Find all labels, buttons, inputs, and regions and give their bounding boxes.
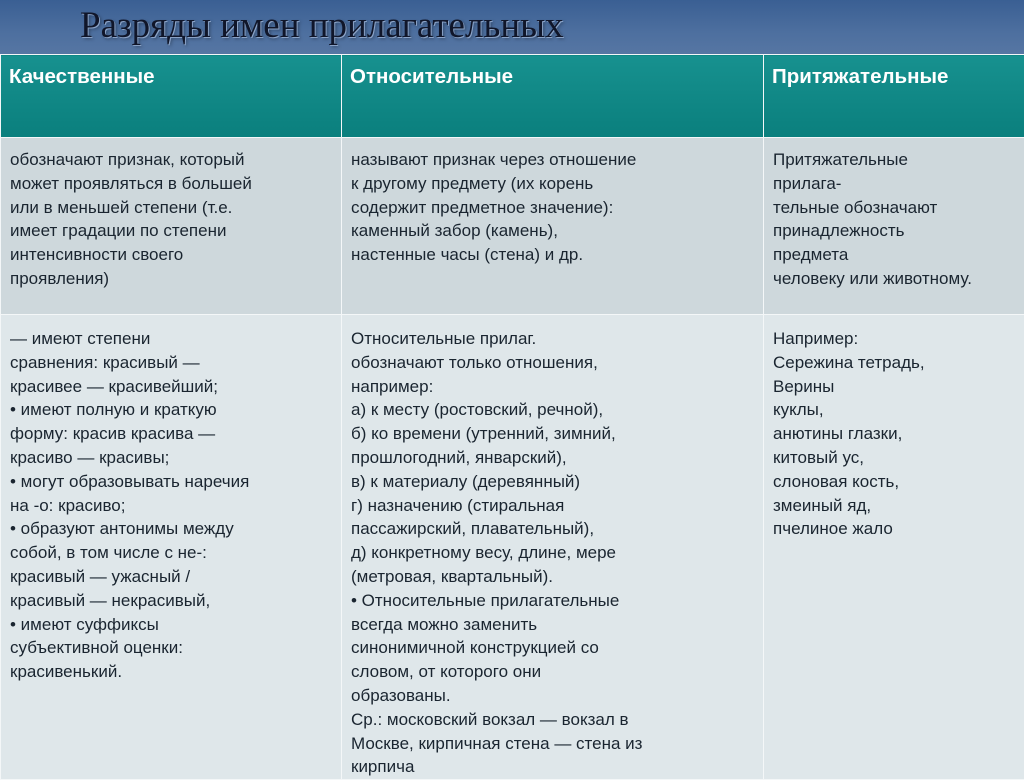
header-possessive: Притяжательные	[764, 55, 1024, 138]
cell-text-line: • имеют полную и краткую	[10, 398, 333, 422]
cell-text-line: прилага-	[773, 172, 1016, 196]
cell-text-line: • могут образовывать наречия	[10, 470, 333, 494]
cell-text-line: красиво — красивы;	[10, 446, 333, 470]
cell-text-line: красивенький.	[10, 660, 333, 684]
cell-text-line: д) конкретному весу, длине, мере	[351, 541, 755, 565]
cell-text-line: куклы,	[773, 398, 1016, 422]
features-row	[1, 315, 1024, 780]
cell-text-line: слоновая кость,	[773, 470, 1016, 494]
title-bar	[0, 0, 1024, 54]
header-row	[1, 55, 1024, 138]
cell-text-line: содержит предметное значение):	[351, 196, 755, 220]
cell-text-line: пчелиное жало	[773, 517, 1016, 541]
cell-text-line: проявления)	[10, 267, 333, 291]
cell-text-line: например:	[351, 375, 755, 399]
cell-text-line: Москве, кирпичная стена — стена из	[351, 732, 755, 756]
cell-qualitative-definition	[1, 138, 342, 315]
cell-text-line: • Относительные прилагательные	[351, 589, 755, 613]
cell-relative-definition	[342, 138, 764, 315]
cell-text-line: в) к материалу (деревянный)	[351, 470, 755, 494]
cell-text-line: пассажирский, плавательный),	[351, 517, 755, 541]
cell-text-line: предмета	[773, 243, 1016, 267]
cell-text-line: к другому предмету (их корень	[351, 172, 755, 196]
cell-text-line: китовый ус,	[773, 446, 1016, 470]
cell-text-line: красивый — ужасный /	[10, 565, 333, 589]
header-relative: Относительные	[342, 55, 764, 138]
cell-text-line: принадлежность	[773, 219, 1016, 243]
cell-text-line: обозначают только отношения,	[351, 351, 755, 375]
cell-text-line: (метровая, квартальный).	[351, 565, 755, 589]
cell-text-line: тельные обозначают	[773, 196, 1016, 220]
cell-text-line: Верины	[773, 375, 1016, 399]
cell-text-line: имеет градации по степени	[10, 219, 333, 243]
cell-text-line: б) ко времени (утренний, зимний,	[351, 422, 755, 446]
cell-relative-features	[342, 315, 764, 780]
cell-text-line: синонимичной конструкцией со	[351, 636, 755, 660]
cell-text-line: красивый — некрасивый,	[10, 589, 333, 613]
cell-text-line: собой, в том числе с не-:	[10, 541, 333, 565]
cell-text-line: — имеют степени	[10, 327, 333, 351]
header-qualitative: Качественные	[1, 55, 342, 138]
cell-text-line: человеку или животному.	[773, 267, 1016, 291]
cell-text-line: настенные часы (стена) и др.	[351, 243, 755, 267]
cell-text-line: форму: красив красива —	[10, 422, 333, 446]
adjective-categories-table	[0, 54, 1024, 780]
definition-row	[1, 138, 1024, 315]
cell-text-line: кирпича	[351, 755, 755, 779]
table-container	[0, 54, 1024, 767]
cell-text-line: субъективной оценки:	[10, 636, 333, 660]
cell-text-line: а) к месту (ростовский, речной),	[351, 398, 755, 422]
cell-text-line: может проявляться в большей	[10, 172, 333, 196]
cell-text-line: сравнения: красивый —	[10, 351, 333, 375]
cell-text-line: каменный забор (камень),	[351, 219, 755, 243]
cell-text-line: обозначают признак, который	[10, 148, 333, 172]
cell-text-line: или в меньшей степени (т.е.	[10, 196, 333, 220]
cell-text-line: прошлогодний, январский),	[351, 446, 755, 470]
cell-qualitative-features	[1, 315, 342, 780]
slide-title: Разряды имен прилагательных	[80, 4, 563, 47]
cell-possessive-definition	[764, 138, 1024, 315]
cell-text-line: • имеют суффиксы	[10, 613, 333, 637]
cell-text-line: Сережина тетрадь,	[773, 351, 1016, 375]
cell-text-line: всегда можно заменить	[351, 613, 755, 637]
cell-text-line: змеиный яд,	[773, 494, 1016, 518]
cell-text-line: Притяжательные	[773, 148, 1016, 172]
cell-text-line: на -о: красиво;	[10, 494, 333, 518]
cell-text-line: образованы.	[351, 684, 755, 708]
cell-text-line: анютины глазки,	[773, 422, 1016, 446]
cell-text-line: называют признак через отношение	[351, 148, 755, 172]
cell-text-line: красивее — красивейший;	[10, 375, 333, 399]
cell-possessive-examples	[764, 315, 1024, 780]
cell-text-line: Относительные прилаг.	[351, 327, 755, 351]
cell-text-line: г) назначению (стиральная	[351, 494, 755, 518]
cell-text-line: Например:	[773, 327, 1016, 351]
cell-text-line: словом, от которого они	[351, 660, 755, 684]
cell-text-line: • образуют антонимы между	[10, 517, 333, 541]
cell-text-line: интенсивности своего	[10, 243, 333, 267]
cell-text-line: Ср.: московский вокзал — вокзал в	[351, 708, 755, 732]
